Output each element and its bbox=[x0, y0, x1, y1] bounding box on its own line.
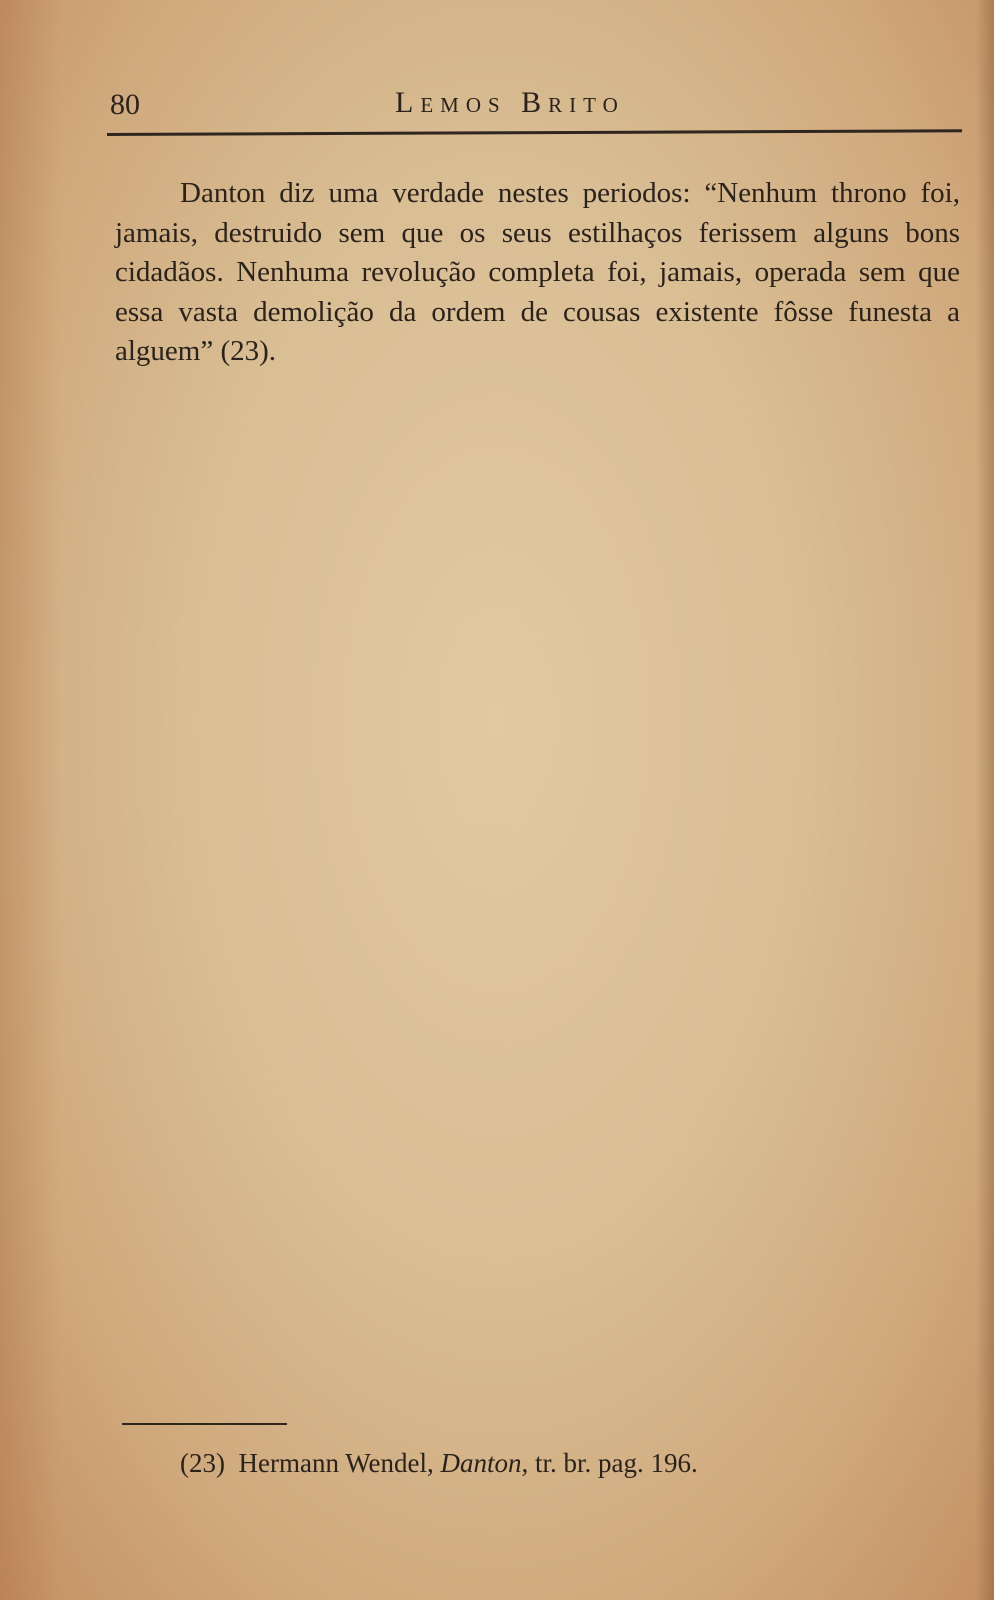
footnote-work-title: Danton, bbox=[440, 1448, 529, 1478]
page-shadow-right bbox=[976, 0, 994, 1600]
footnote-author: Hermann Wendel, bbox=[238, 1448, 434, 1478]
header-rule bbox=[107, 129, 962, 136]
body-paragraph: Danton diz uma verdade nestes periodos: “Nenhum throno foi, jamais, destruido sem que os seus estilhaços ferissem alguns bons cidadãos. Nenhuma revolução completa foi, jamais, operada sem que essa vasta demolição da ordem de cousas existente fôsse funesta a alguem” (23). bbox=[115, 177, 960, 367]
page-shadow-left bbox=[0, 0, 60, 1600]
page-number: 80 bbox=[110, 88, 140, 121]
footnote-details: tr. br. pag. 196. bbox=[535, 1448, 698, 1478]
running-title: Lemos Brito bbox=[395, 86, 625, 119]
page-header bbox=[110, 84, 960, 124]
footnote bbox=[180, 1446, 940, 1480]
footnote-rule bbox=[122, 1423, 287, 1425]
footnote-marker: (23) bbox=[180, 1448, 225, 1478]
